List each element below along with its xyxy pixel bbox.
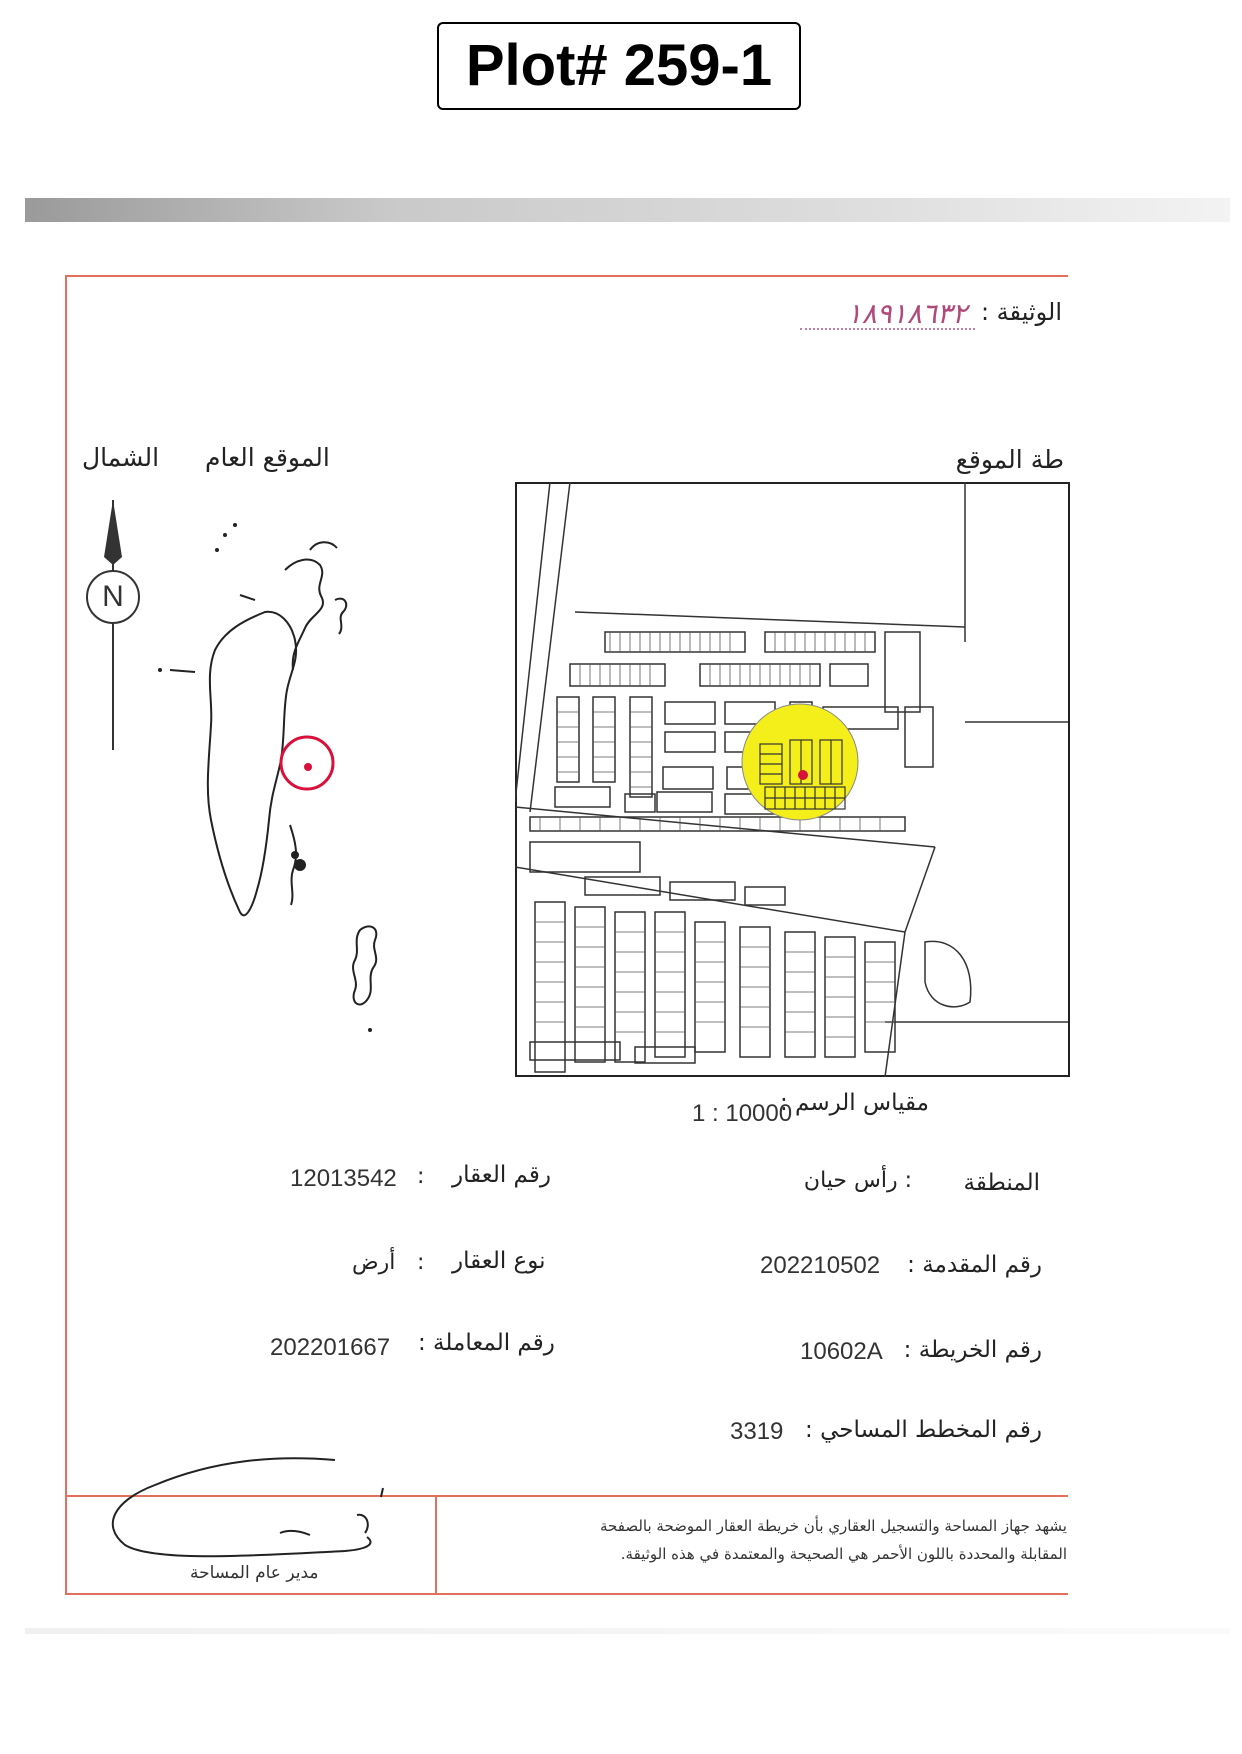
area-label: المنطقة: [963, 1170, 1040, 1196]
transaction-number-label: رقم المعاملة :: [418, 1330, 555, 1356]
scan-artifact-strip: [25, 198, 1230, 222]
plot-title: Plot# 259-1: [437, 22, 801, 110]
survey-plan-label: رقم المخطط المساحي :: [805, 1417, 1042, 1443]
signer-title: مدير عام المساحة: [190, 1563, 319, 1583]
survey-plan-value: 3319: [730, 1418, 784, 1445]
north-arrow-icon: [78, 495, 148, 755]
map-number-value: 10602A: [800, 1338, 883, 1365]
north-heading: الشمال: [82, 443, 160, 472]
property-type-label: نوع العقار: [452, 1248, 546, 1274]
map-number-label: رقم الخريطة :: [903, 1337, 1042, 1363]
north-letter: N: [102, 580, 124, 613]
scale-label: مقياس الرسم :: [779, 1090, 929, 1116]
transaction-number-value: 202201667: [270, 1334, 391, 1361]
general-location-map: [145, 510, 435, 1050]
certification-line-2: المقابلة والمحددة باللون الأحمر هي الصحيحة والمعتمدة في هذه الوثيقة.: [620, 1545, 1067, 1563]
frame-border-bottom: [65, 1593, 1068, 1595]
signature: [95, 1455, 425, 1560]
location-map: [515, 482, 1070, 1077]
location-map-heading: طة الموقع: [955, 445, 1064, 474]
frame-border-top: [65, 275, 1068, 277]
certification-line-1: يشهد جهاز المساحة والتسجيل العقاري بأن خريطة العقار الموضحة بالصفحة: [600, 1517, 1067, 1535]
frame-footer-divider: [435, 1495, 437, 1595]
document-number-dotted-line: [800, 328, 975, 330]
application-number-value: 202210502: [760, 1252, 881, 1279]
frame-border-left: [65, 275, 67, 1595]
scan-artifact-bottom: [25, 1628, 1230, 1634]
general-location-heading: الموقع العام: [205, 443, 330, 472]
property-number-label: رقم العقار: [452, 1162, 551, 1188]
document-label: الوثيقة :: [980, 298, 1062, 326]
property-type-colon: :: [417, 1250, 425, 1275]
property-type-value: أرض: [352, 1250, 396, 1275]
property-number-value: 12013542: [290, 1165, 397, 1192]
application-number-label: رقم المقدمة :: [907, 1252, 1042, 1278]
area-value: : رأس حيان: [803, 1168, 912, 1193]
property-number-colon: :: [417, 1164, 425, 1189]
document-number: ١٨٩١٨٦٣٢: [846, 297, 967, 330]
scale-value: 1 : 10000: [692, 1100, 793, 1127]
